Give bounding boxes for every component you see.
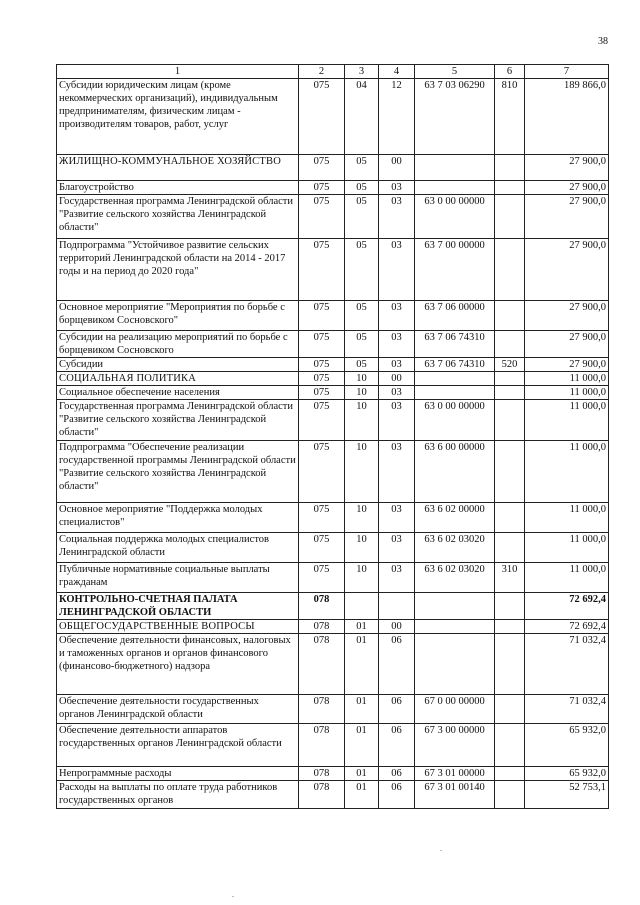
row-name-cell: Обеспечение деятельности государственных органов Ленинградской области (57, 695, 299, 724)
target-article-cell: 63 7 06 74310 (415, 331, 495, 358)
subsection-code-cell: 00 (379, 155, 415, 181)
row-name-cell: КОНТРОЛЬНО-СЧЕТНАЯ ПАЛАТА ЛЕНИНГРАДСКОЙ ОБЛАСТИ (57, 593, 299, 620)
table-row (57, 695, 609, 724)
page-number: 38 (598, 36, 608, 47)
table-row (57, 781, 609, 809)
section-code-cell: 01 (345, 620, 379, 634)
ministry-code-cell: 075 (299, 195, 345, 239)
row-name-cell: Расходы на выплаты по оплате труда работников государственных органов (57, 781, 299, 809)
section-code-cell (345, 593, 379, 620)
table-row (57, 533, 609, 563)
row-name-cell: Субсидии (57, 358, 299, 372)
amount-cell: 11 000,0 (525, 372, 609, 386)
subsection-code-cell: 06 (379, 767, 415, 781)
amount-cell: 11 000,0 (525, 533, 609, 563)
expense-type-cell (495, 533, 525, 563)
section-code-cell: 01 (345, 634, 379, 695)
expense-type-cell (495, 781, 525, 809)
subsection-code-cell: 06 (379, 695, 415, 724)
column-header: 7 (525, 65, 609, 79)
row-name-cell: Непрограммные расходы (57, 767, 299, 781)
row-name-cell: Публичные нормативные социальные выплаты гражданам (57, 563, 299, 593)
target-article-cell: 63 7 03 06290 (415, 79, 495, 155)
table-row (57, 155, 609, 181)
section-code-cell: 05 (345, 301, 379, 331)
table-row (57, 441, 609, 503)
expense-type-cell (495, 239, 525, 301)
amount-cell: 27 900,0 (525, 239, 609, 301)
ministry-code-cell: 078 (299, 724, 345, 767)
subsection-code-cell: 12 (379, 79, 415, 155)
section-code-cell: 10 (345, 386, 379, 400)
ministry-code-cell: 075 (299, 386, 345, 400)
target-article-cell: 63 0 00 00000 (415, 400, 495, 441)
section-code-cell: 01 (345, 695, 379, 724)
section-code-cell: 05 (345, 331, 379, 358)
target-article-cell: 67 3 01 00000 (415, 767, 495, 781)
row-name-cell: Субсидии юридическим лицам (кроме некоммерческих организаций), индивидуальным предпринимателям, физическим лицам - производителям товаров, работ, услуг (57, 79, 299, 155)
expense-type-cell (495, 301, 525, 331)
table-row (57, 400, 609, 441)
amount-cell: 27 900,0 (525, 358, 609, 372)
subsection-code-cell: 06 (379, 724, 415, 767)
expense-type-cell (495, 400, 525, 441)
expense-type-cell (495, 724, 525, 767)
section-code-cell: 10 (345, 533, 379, 563)
expense-type-cell: 520 (495, 358, 525, 372)
table-row (57, 358, 609, 372)
target-article-cell: 63 7 00 00000 (415, 239, 495, 301)
table-row (57, 724, 609, 767)
target-article-cell: 63 0 00 00000 (415, 195, 495, 239)
subsection-code-cell: 03 (379, 563, 415, 593)
ministry-code-cell: 075 (299, 181, 345, 195)
table-row (57, 386, 609, 400)
target-article-cell: 63 6 02 00000 (415, 503, 495, 533)
subsection-code-cell: 06 (379, 781, 415, 809)
row-name-cell: ЖИЛИЩНО-КОММУНАЛЬНОЕ ХОЗЯЙСТВО (57, 155, 299, 181)
row-name-cell: Социальная поддержка молодых специалистов Ленинградской области (57, 533, 299, 563)
subsection-code-cell: 03 (379, 239, 415, 301)
amount-cell: 27 900,0 (525, 181, 609, 195)
table-row (57, 372, 609, 386)
ministry-code-cell: 078 (299, 767, 345, 781)
table-row (57, 620, 609, 634)
section-code-cell: 04 (345, 79, 379, 155)
expense-type-cell (495, 181, 525, 195)
ministry-code-cell: 078 (299, 781, 345, 809)
amount-cell: 11 000,0 (525, 563, 609, 593)
expense-type-cell: 310 (495, 563, 525, 593)
ministry-code-cell: 075 (299, 441, 345, 503)
table-row (57, 634, 609, 695)
ministry-code-cell: 075 (299, 358, 345, 372)
ministry-code-cell: 075 (299, 79, 345, 155)
section-code-cell: 10 (345, 372, 379, 386)
target-article-cell: 63 6 02 03020 (415, 563, 495, 593)
expense-type-cell (495, 503, 525, 533)
target-article-cell (415, 386, 495, 400)
row-name-cell: Подпрограмма "Устойчивое развитие сельских территорий Ленинградской области на 2014 - 2017 годы и на период до 2020 года" (57, 239, 299, 301)
table-row (57, 181, 609, 195)
subsection-code-cell: 03 (379, 503, 415, 533)
row-name-cell: Субсидии на реализацию мероприятий по борьбе с борщевиком Сосновского (57, 331, 299, 358)
expense-type-cell (495, 155, 525, 181)
ministry-code-cell: 078 (299, 593, 345, 620)
section-code-cell: 05 (345, 181, 379, 195)
section-code-cell: 10 (345, 563, 379, 593)
table-row (57, 593, 609, 620)
target-article-cell (415, 593, 495, 620)
row-name-cell: Социальное обеспечение населения (57, 386, 299, 400)
subsection-code-cell (379, 593, 415, 620)
target-article-cell (415, 155, 495, 181)
amount-cell: 11 000,0 (525, 386, 609, 400)
amount-cell: 11 000,0 (525, 400, 609, 441)
ministry-code-cell: 075 (299, 400, 345, 441)
target-article-cell (415, 620, 495, 634)
amount-cell: 27 900,0 (525, 301, 609, 331)
subsection-code-cell: 06 (379, 634, 415, 695)
amount-cell: 27 900,0 (525, 155, 609, 181)
expense-type-cell (495, 331, 525, 358)
target-article-cell: 63 6 02 03020 (415, 533, 495, 563)
subsection-code-cell: 03 (379, 301, 415, 331)
expense-type-cell: 810 (495, 79, 525, 155)
row-name-cell: Государственная программа Ленинградской области "Развитие сельского хозяйства Ленинградской области" (57, 195, 299, 239)
subsection-code-cell: 03 (379, 400, 415, 441)
section-code-cell: 05 (345, 358, 379, 372)
target-article-cell (415, 634, 495, 695)
row-name-cell: Благоустройство (57, 181, 299, 195)
row-name-cell: ОБЩЕГОСУДАРСТВЕННЫЕ ВОПРОСЫ (57, 620, 299, 634)
ministry-code-cell: 078 (299, 634, 345, 695)
amount-cell: 72 692,4 (525, 620, 609, 634)
table-row (57, 503, 609, 533)
ministry-code-cell: 078 (299, 695, 345, 724)
target-article-cell (415, 181, 495, 195)
amount-cell: 65 932,0 (525, 724, 609, 767)
row-name-cell: Основное мероприятие "Мероприятия по борьбе с борщевиком Сосновского" (57, 301, 299, 331)
table-row (57, 331, 609, 358)
row-name-cell: Основное мероприятие "Поддержка молодых специалистов" (57, 503, 299, 533)
subsection-code-cell: 00 (379, 372, 415, 386)
amount-cell: 71 032,4 (525, 634, 609, 695)
subsection-code-cell: 03 (379, 195, 415, 239)
target-article-cell (415, 372, 495, 386)
ministry-code-cell: 075 (299, 331, 345, 358)
amount-cell: 27 900,0 (525, 195, 609, 239)
ministry-code-cell: 075 (299, 533, 345, 563)
ministry-code-cell: 075 (299, 239, 345, 301)
subsection-code-cell: 00 (379, 620, 415, 634)
amount-cell: 189 866,0 (525, 79, 609, 155)
row-name-cell: Подпрограмма "Обеспечение реализации государственной программы Ленинградской области "Развитие сельского хозяйства Ленинградской области" (57, 441, 299, 503)
table-row (57, 79, 609, 155)
section-code-cell: 10 (345, 400, 379, 441)
ministry-code-cell: 075 (299, 503, 345, 533)
section-code-cell: 01 (345, 767, 379, 781)
section-code-cell: 01 (345, 781, 379, 809)
subsection-code-cell: 03 (379, 533, 415, 563)
target-article-cell: 67 3 01 00140 (415, 781, 495, 809)
amount-cell: 65 932,0 (525, 767, 609, 781)
row-name-cell: Государственная программа Ленинградской области "Развитие сельского хозяйства Ленинградской области" (57, 400, 299, 441)
subsection-code-cell: 03 (379, 441, 415, 503)
target-article-cell: 67 3 00 00000 (415, 724, 495, 767)
amount-cell: 11 000,0 (525, 503, 609, 533)
ministry-code-cell: 075 (299, 301, 345, 331)
table-row (57, 239, 609, 301)
row-name-cell: Обеспечение деятельности аппаратов государственных органов Ленинградской области (57, 724, 299, 767)
scan-mark (232, 896, 234, 897)
column-header: 6 (495, 65, 525, 79)
column-header: 2 (299, 65, 345, 79)
table-row (57, 195, 609, 239)
scan-mark (440, 850, 442, 851)
ministry-code-cell: 078 (299, 620, 345, 634)
expense-type-cell (495, 634, 525, 695)
row-name-cell: Обеспечение деятельности финансовых, налоговых и таможенных органов и органов финансового (финансово-бюджетного) надзора (57, 634, 299, 695)
column-header: 4 (379, 65, 415, 79)
table-row (57, 563, 609, 593)
section-code-cell: 01 (345, 724, 379, 767)
target-article-cell: 63 7 06 00000 (415, 301, 495, 331)
column-header: 1 (57, 65, 299, 79)
amount-cell: 27 900,0 (525, 331, 609, 358)
amount-cell: 72 692,4 (525, 593, 609, 620)
expense-type-cell (495, 593, 525, 620)
table-header-row (57, 65, 609, 79)
expense-type-cell (495, 372, 525, 386)
expense-type-cell (495, 695, 525, 724)
section-code-cell: 05 (345, 155, 379, 181)
column-header: 5 (415, 65, 495, 79)
expense-type-cell (495, 767, 525, 781)
subsection-code-cell: 03 (379, 331, 415, 358)
section-code-cell: 10 (345, 441, 379, 503)
section-code-cell: 05 (345, 239, 379, 301)
section-code-cell: 10 (345, 503, 379, 533)
column-header: 3 (345, 65, 379, 79)
amount-cell: 71 032,4 (525, 695, 609, 724)
ministry-code-cell: 075 (299, 155, 345, 181)
expense-type-cell (495, 386, 525, 400)
target-article-cell: 63 7 06 74310 (415, 358, 495, 372)
amount-cell: 11 000,0 (525, 441, 609, 503)
amount-cell: 52 753,1 (525, 781, 609, 809)
subsection-code-cell: 03 (379, 358, 415, 372)
expense-type-cell (495, 441, 525, 503)
ministry-code-cell: 075 (299, 372, 345, 386)
table-row (57, 767, 609, 781)
subsection-code-cell: 03 (379, 386, 415, 400)
table-row (57, 301, 609, 331)
subsection-code-cell: 03 (379, 181, 415, 195)
section-code-cell: 05 (345, 195, 379, 239)
ministry-code-cell: 075 (299, 563, 345, 593)
table-body (57, 79, 609, 809)
expense-type-cell (495, 195, 525, 239)
budget-table (56, 64, 609, 809)
target-article-cell: 67 0 00 00000 (415, 695, 495, 724)
target-article-cell: 63 6 00 00000 (415, 441, 495, 503)
row-name-cell: СОЦИАЛЬНАЯ ПОЛИТИКА (57, 372, 299, 386)
expense-type-cell (495, 620, 525, 634)
